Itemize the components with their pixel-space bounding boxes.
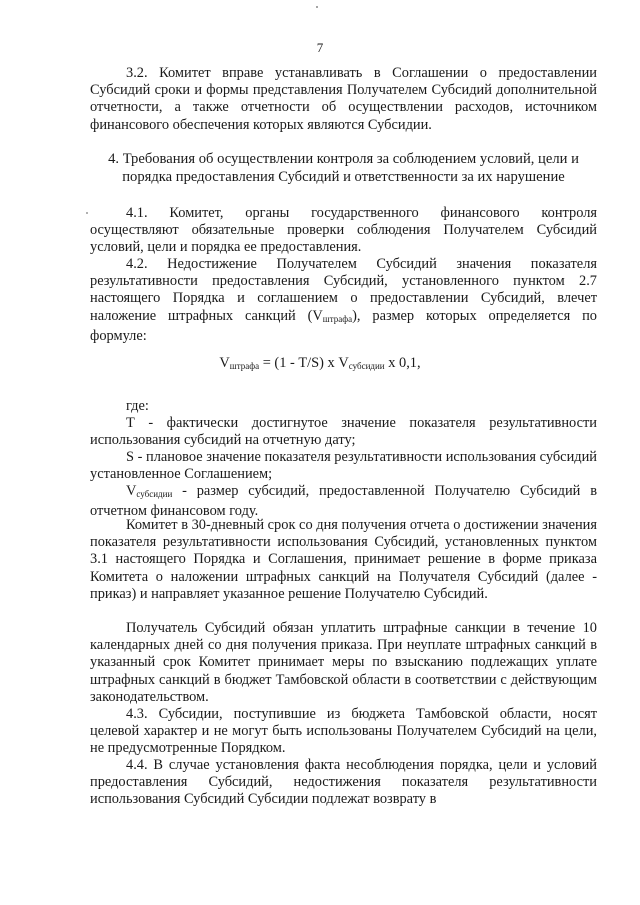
paragraph-3-2: 3.2. Комитет вправе устанавливать в Соглашении о предоставлении Субсидий сроки и формы представления Получателем Субсидий дополнительной отчетности, а также отчетности об осуществлении расходов, источником финансового обеспечения которых являются Субсидии. <box>90 65 597 133</box>
paragraph-4-4: 4.4. В случае установления факта несоблюдения порядка, цели и условий предоставления Субсидий, недостижения показателя результативности использования Субсидий Субсидии подлежат возврату в <box>90 757 597 808</box>
paragraph-4-1: 4.1. Комитет, органы государственного финансового контроля осуществляют обязательные проверки соблюдения Получателем Субсидий условий, цели и порядка ее предоставления. <box>90 205 597 256</box>
section-4-heading: 4. Требования об осуществлении контроля за соблюдением условий, цели и порядка предоставления Субсидий и ответственности за их нарушение <box>108 151 579 185</box>
penalty-formula: $V_{штрафа} = (1 - T/S)$ х $V_{субсидии}$ х 0,1, <box>219 355 421 371</box>
scan-speck <box>316 6 318 8</box>
definition-s: S - плановое значение показателя результативности использования субсидий установленное Соглашением; <box>90 449 597 483</box>
page-number: 7 <box>316 40 324 55</box>
scan-speck <box>86 212 88 214</box>
paragraph-4-2: 4.2. Недостижение Получателем Субсидий значения показателя результативности предоставления Субсидий, установленного пунктом 2.7 настоящего Порядка и соглашением о предоставлении Субсидий, влечет наложение штрафных санкций $(V_{штрафа})$, размер которых определяется по формуле: <box>90 256 597 344</box>
definition-t: Т - фактически достигнутое значение показателя результативности использования субсидий на отчетную дату; <box>90 415 597 449</box>
definition-v: $V_{субсидии}$ - размер субсидий, предоставленной Получателю Субсидий в отчетном финансовом году. <box>90 483 597 520</box>
paragraph-committee-decision: Комитет в 30-дневный срок со дня получения отчета о достижении значения показателя результативности использования Субсидий, установленных пунктом 3.1 настоящего Порядка и Соглашения, принимает решение в форме приказа Комитета о наложении штрафных санкций на Получателя Субсидий (далее - приказ) и направляет указанное решение Получателю Субсидий. <box>90 517 597 602</box>
paragraph-4-3: 4.3. Субсидии, поступившие из бюджета Тамбовской области, носят целевой характер и не могут быть использованы Получателем Субсидий на цели, не предусмотренные Порядком. <box>90 706 597 757</box>
paragraph-recipient-obligation: Получатель Субсидий обязан уплатить штрафные санкции в течение 10 календарных дней со дня получения приказа. При неуплате штрафных санкций в указанный срок Комитет принимает меры по взысканию подлежащих уплате штрафных санкций в бюджет Тамбовской области в соответствии с действующим законодательством. <box>90 620 597 705</box>
where-label: где: <box>126 398 149 414</box>
